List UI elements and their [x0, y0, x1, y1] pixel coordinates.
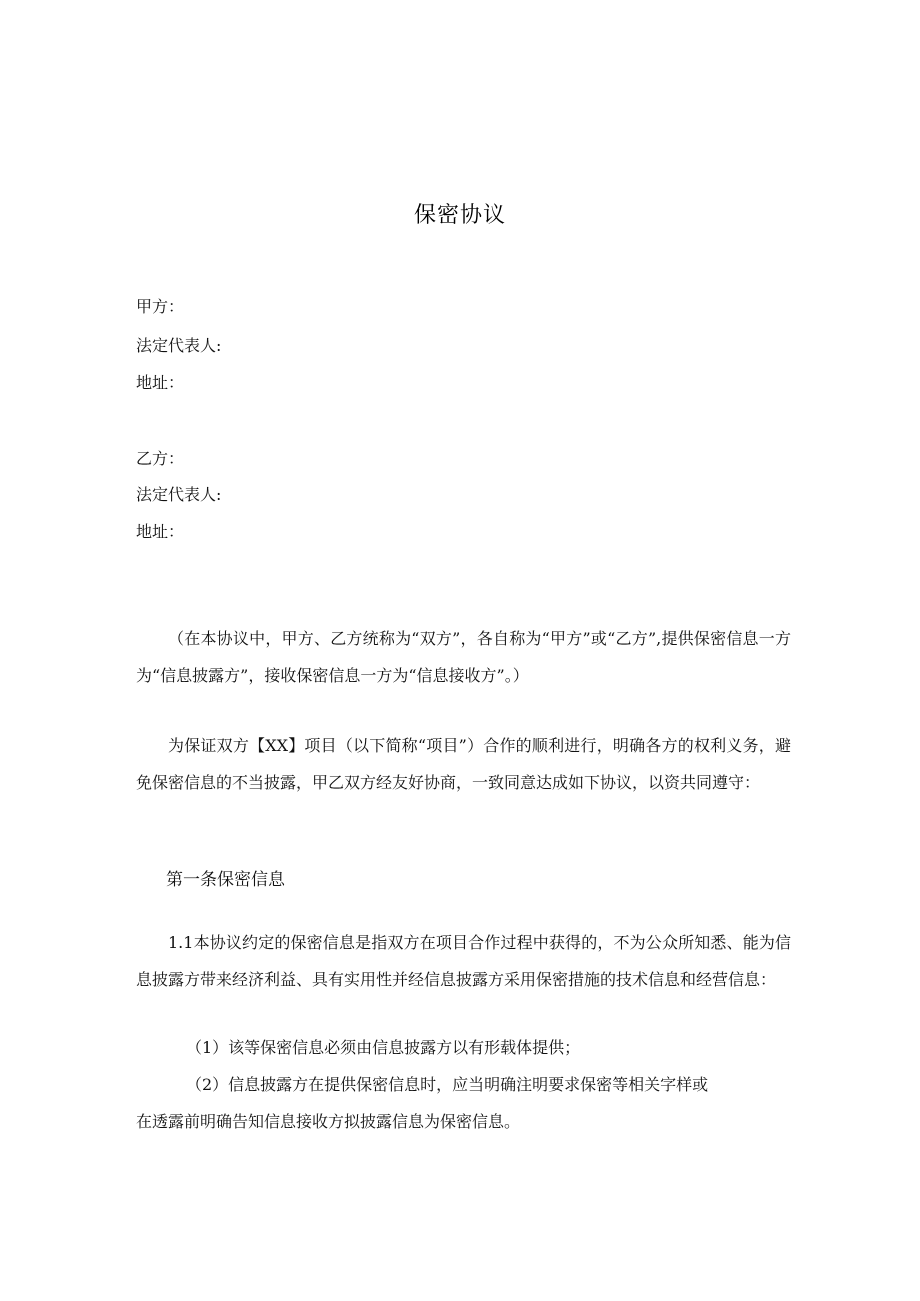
party-a-representative: 法定代表人:	[136, 336, 222, 355]
party-a-label: 甲方：	[136, 297, 185, 316]
party-b-representative: 法定代表人:	[136, 485, 222, 504]
clause-item-2-line-2: 在透露前明确告知信息接收方拟披露信息为保密信息。	[136, 1112, 521, 1131]
article-1-heading: 第一条保密信息	[166, 870, 285, 890]
party-a-address: 地址：	[136, 373, 185, 392]
document-title: 保密协议	[413, 203, 506, 228]
party-b-address: 地址：	[136, 522, 185, 541]
clause-item-1: （1）该等保密信息必须由信息披露方以有形载体提供；	[186, 1038, 581, 1057]
clause-item-2-line-1: （2）信息披露方在提供保密信息时，应当明确注明要求保密等相关字样或	[186, 1075, 709, 1094]
preamble-paragraph: 为保证双方【XX】项目（以下简称“项目”）合作的顺利进行，明确各方的权利义务，避免保密信息的不当披露，甲乙双方经友好协商，一致同意达成如下协议，以资共同遵守：	[136, 736, 791, 792]
definitions-note: （在本协议中，甲方、乙方统称为“双方”，各自称为“甲方”或“乙方”,提供保密信息一方为“信息披露方”，接收保密信息一方为“信息接收方”。）	[136, 629, 791, 685]
party-b-label: 乙方：	[136, 449, 185, 468]
clause-1-1: 1.1本协议约定的保密信息是指双方在项目合作过程中获得的，不为公众所知悉、能为信息披露方带来经济利益、具有实用性并经信息披露方采用保密措施的技术信息和经营信息：	[136, 933, 791, 989]
